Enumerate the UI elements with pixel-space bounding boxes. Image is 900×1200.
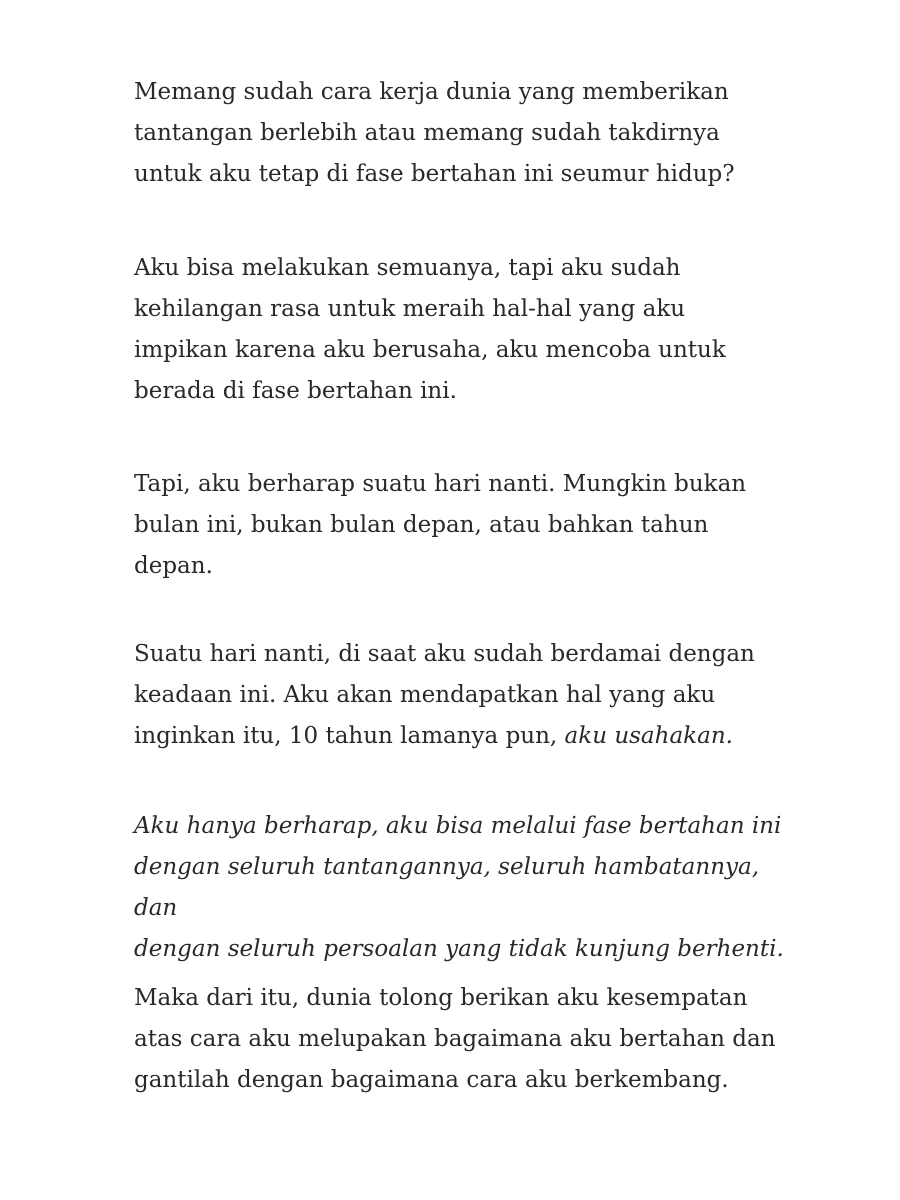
paragraph-4 (134, 634, 755, 757)
paragraph-6: Maka dari itu, dunia tolong berikan aku kesempatan atas cara aku melupakan bagaimana aku bertahan dan gantilah dengan bagaimana cara aku berkembang. (134, 985, 776, 1093)
paragraph-3: Tapi, aku berharap suatu hari nanti. Mungkin bukan bulan ini, bukan bulan depan, atau bahkan tahun depan. (134, 471, 747, 579)
paragraph-4-text: Suatu hari nanti, di saat aku sudah berdamai dengan keadaan ini. Aku akan mendapatkan hal yang aku inginkan itu, 10 tahun lamanya pun, (134, 641, 755, 749)
paragraph-1: Memang sudah cara kerja dunia yang memberikan tantangan berlebih atau memang sudah takdirnya untuk aku tetap di fase bertahan ini seumur hidup? (134, 79, 735, 187)
paragraph-5: Aku hanya berharap, aku bisa melalui fase bertahan ini dengan seluruh tantangannya, seluruh hambatannya, dan dengan seluruh persoalan yang tidak kunjung berhenti. (134, 813, 784, 962)
paragraph-4-italic-text: aku usahakan. (564, 723, 733, 749)
paragraph-2: Aku bisa melakukan semuanya, tapi aku sudah kehilangan rasa untuk meraih hal-hal yang aku impikan karena aku berusaha, aku mencoba untuk berada di fase bertahan ini. (134, 255, 726, 404)
